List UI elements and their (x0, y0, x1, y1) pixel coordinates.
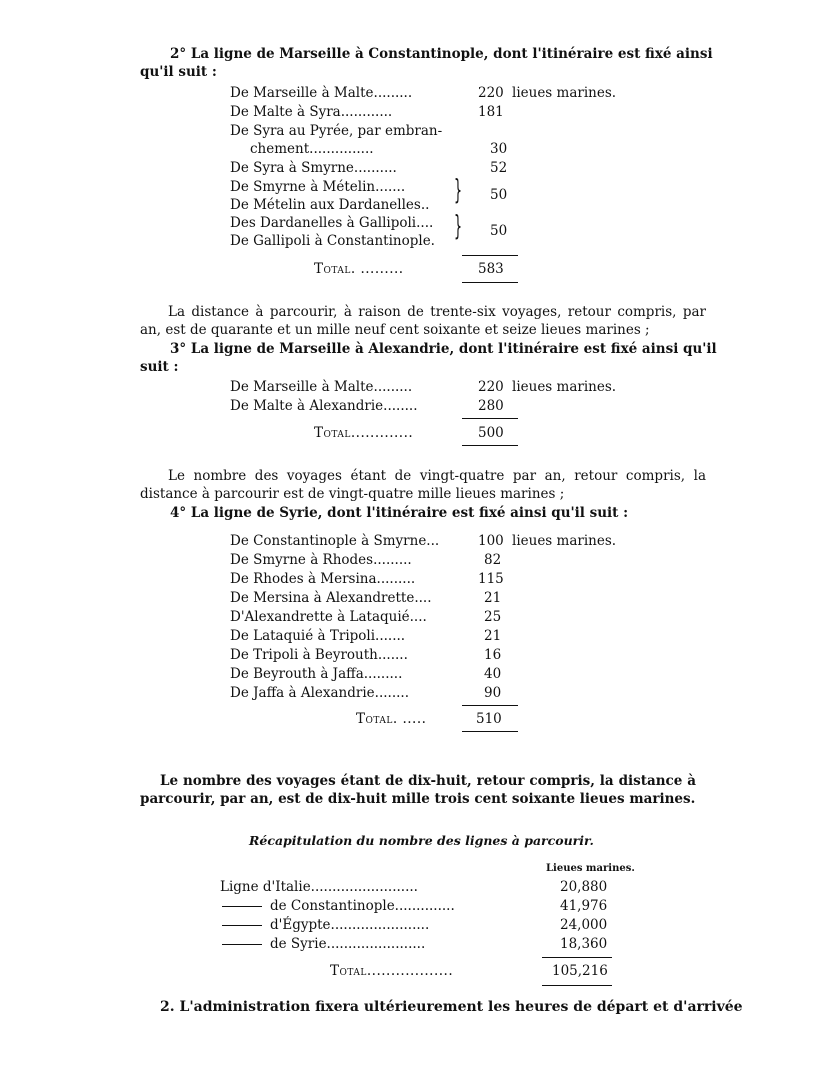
table-row: De Beyrouth à Jaffa......... (230, 666, 403, 682)
total-value: 583 (478, 261, 504, 277)
table-row: De Marseille à Malte......... (230, 85, 413, 101)
table-row: De Marseille à Malte......... (230, 379, 413, 395)
table-value: 50 (490, 223, 508, 239)
total-label: Total. ..... (356, 711, 427, 727)
table-value: 52 (490, 160, 508, 176)
recap-total-value: 105,216 (552, 963, 608, 979)
table-value: 90 (484, 685, 502, 701)
table-row: De Rhodes à Mersina......... (230, 571, 416, 587)
total-value: 510 (476, 711, 502, 727)
section2-intro-line2: qu'il suit : (140, 64, 217, 80)
table-value: 115 (478, 571, 504, 587)
section2-distance: La distance à parcourir, à raison de trente-six voyages, retour compris, par an, est de quarante et un mille neuf cent soixante et seize lieues marines ; (140, 304, 706, 338)
table-value: 220 (478, 379, 504, 395)
recap-row: d'Égypte....................... (270, 917, 430, 933)
total-rule (462, 445, 518, 446)
table-row: De Syra au Pyrée, par embran- (230, 123, 443, 139)
table-value: 280 (478, 398, 504, 414)
total-rule (542, 957, 612, 958)
table-value: 21 (484, 628, 502, 644)
brace-icon: } (454, 209, 463, 242)
recap-value: 24,000 (560, 917, 608, 933)
section2-intro-line1: 2° La ligne de Marseille à Constantinople, dont l'itinéraire est fixé ainsi (170, 46, 713, 62)
recap-value: 18,360 (560, 936, 608, 952)
ditto-dash (222, 925, 262, 926)
table-row: De Mersina à Alexandrette.... (230, 590, 432, 606)
table-row: De Smyrne à Mételin....... (230, 179, 406, 195)
recap-unit-header: Lieues marines. (546, 863, 635, 874)
ditto-dash (222, 906, 262, 907)
recap-value: 41,976 (560, 898, 608, 914)
table-value: 220 (478, 85, 504, 101)
recap-row: de Constantinople.............. (270, 898, 455, 914)
table-row: Des Dardanelles à Gallipoli.... (230, 215, 434, 231)
table-row: De Malte à Syra............ (230, 104, 393, 120)
table-value: 50 (490, 187, 508, 203)
table-row: De Smyrne à Rhodes......... (230, 552, 412, 568)
recap-row: Ligne d'Italie......................... (220, 879, 418, 895)
table-row: De Syra à Smyrne.......... (230, 160, 397, 176)
ditto-dash (222, 944, 262, 945)
total-rule (462, 705, 518, 706)
table-value: 82 (484, 552, 502, 568)
recap-row: de Syrie....................... (270, 936, 426, 952)
section3-distance: Le nombre des voyages étant de vingt-quatre par an, retour compris, la distance à parcourir est de vingt-quatre mille lieues marines ; (140, 468, 706, 502)
unit-label: lieues marines. (512, 379, 617, 395)
unit-label: lieues marines. (512, 85, 617, 101)
table-row: De Tripoli à Beyrouth....... (230, 647, 408, 663)
table-row: De Constantinople à Smyrne... (230, 533, 440, 549)
total-rule (462, 282, 518, 283)
table-value: 25 (484, 609, 502, 625)
table-value: 16 (484, 647, 502, 663)
table-row: chement............... (250, 141, 374, 157)
table-value: 100 (478, 533, 504, 549)
table-value: 40 (484, 666, 502, 682)
table-row: De Gallipoli à Constantinople. (230, 233, 435, 249)
total-rule (462, 255, 518, 256)
total-value: 500 (478, 425, 504, 441)
total-label: Total. ......... (314, 261, 404, 277)
section4-distance: Le nombre des voyages étant de dix-huit, retour compris, la distance à parcourir, par an, est de dix-huit mille trois cent soixante lieues marines. (140, 773, 696, 807)
recap-total-label: Total.................. (330, 963, 454, 979)
brace-icon: } (454, 173, 463, 206)
section3-intro-line2: suit : (140, 359, 179, 375)
table-row: De Mételin aux Dardanelles.. (230, 197, 430, 213)
table-row: D'Alexandrette à Lataquié.... (230, 609, 427, 625)
table-row: De Lataquié à Tripoli....... (230, 628, 406, 644)
table-value: 30 (490, 141, 508, 157)
total-rule (542, 985, 612, 986)
footer-text: 2. L'administration fixera ultérieurement les heures de départ et d'arrivée (160, 999, 743, 1015)
recap-title: Récapitulation du nombre des lignes à parcourir. (249, 833, 594, 848)
recap-value: 20,880 (560, 879, 608, 895)
unit-label: lieues marines. (512, 533, 617, 549)
table-value: 181 (478, 104, 504, 120)
total-rule (462, 418, 518, 419)
total-label: Total............. (314, 425, 414, 441)
table-value: 21 (484, 590, 502, 606)
section3-intro-line1: 3° La ligne de Marseille à Alexandrie, dont l'itinéraire est fixé ainsi qu'il (170, 341, 717, 357)
section4-intro: 4° La ligne de Syrie, dont l'itinéraire est fixé ainsi qu'il suit : (170, 505, 629, 521)
total-rule (462, 731, 518, 732)
table-row: De Malte à Alexandrie........ (230, 398, 418, 414)
table-row: De Jaffa à Alexandrie........ (230, 685, 409, 701)
